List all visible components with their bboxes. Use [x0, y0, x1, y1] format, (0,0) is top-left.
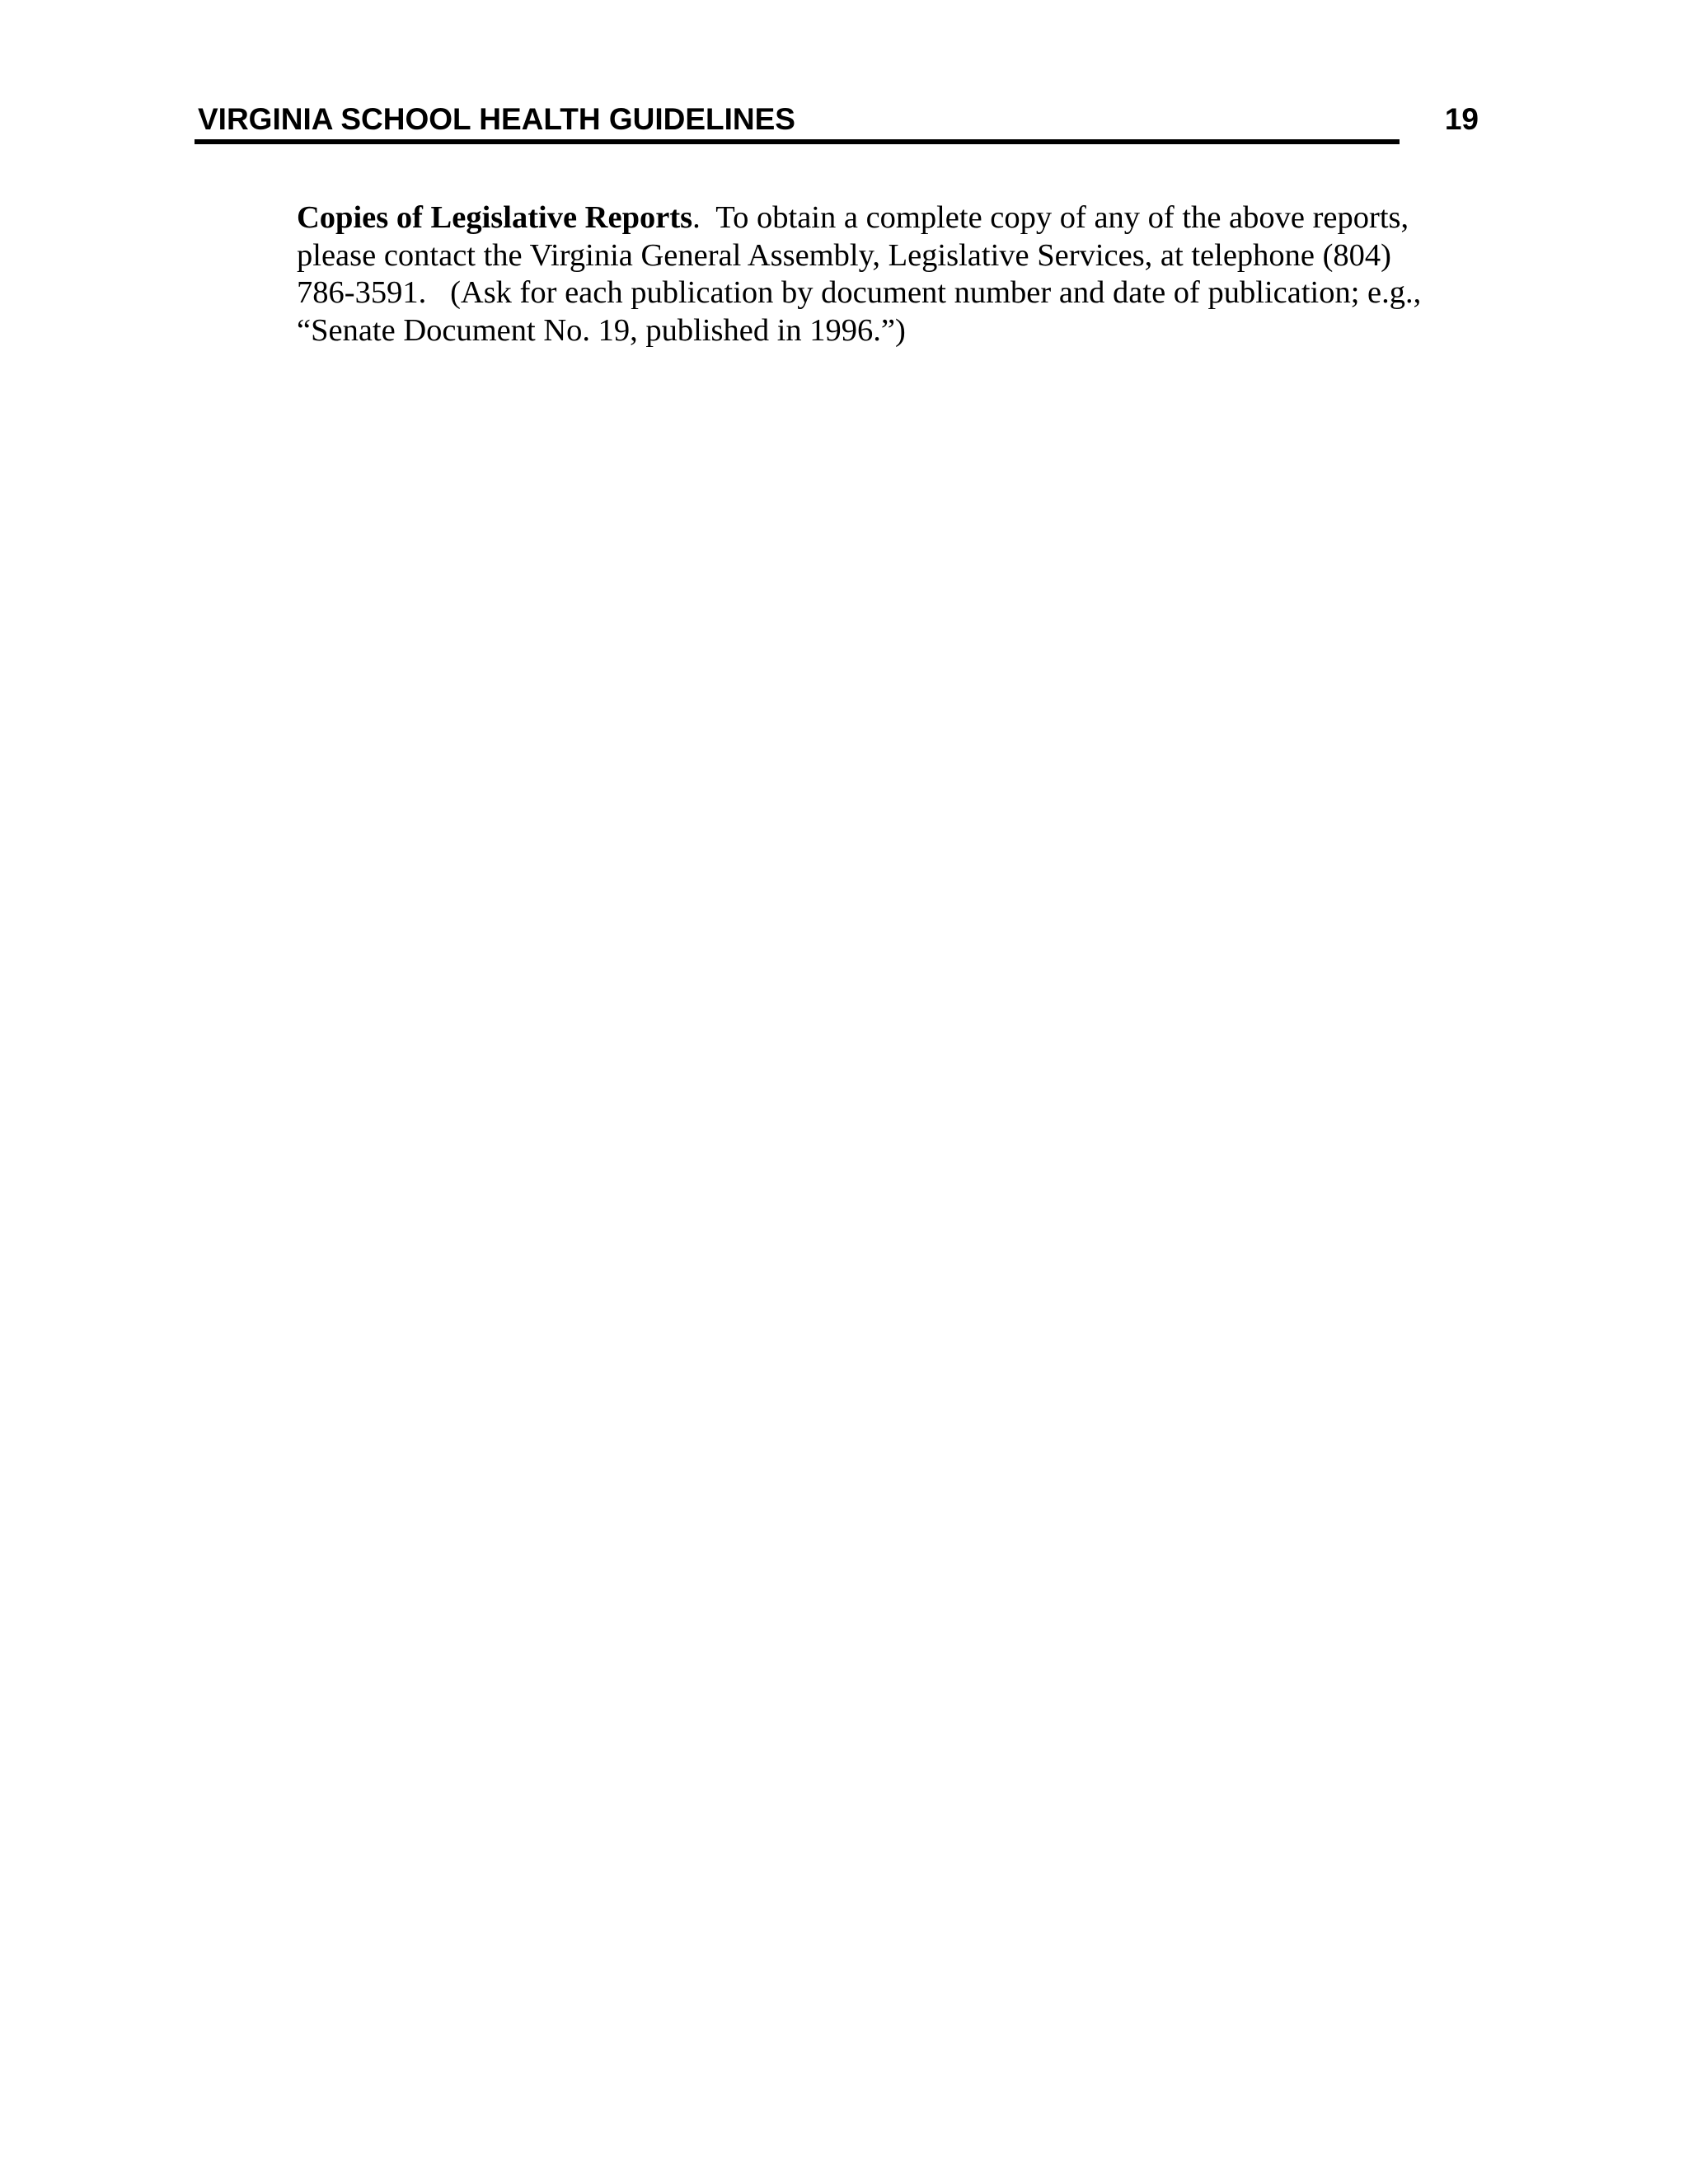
paragraph-line-2: please contact the Virginia General Assembly, Legislative Services, at telephone (804) [297, 237, 1392, 273]
paragraph-lead-in: Copies of Legislative Reports [297, 200, 693, 235]
page-header [195, 97, 1479, 147]
page-number: 19 [1444, 102, 1479, 136]
legislative-reports-paragraph [297, 199, 1484, 349]
paragraph-line-3: 786-3591. (Ask for each publication by document number and date of publication; e.g., [297, 275, 1422, 310]
paragraph-line-1 [297, 199, 1484, 237]
paragraph-line-1-text: . To obtain a complete copy of any of the above reports, [692, 200, 1409, 235]
running-header-title: VIRGINIA SCHOOL HEALTH GUIDELINES [198, 102, 795, 136]
paragraph-line-4: “Senate Document No. 19, published in 1996.”) [297, 312, 906, 348]
header-rule [195, 139, 1400, 144]
